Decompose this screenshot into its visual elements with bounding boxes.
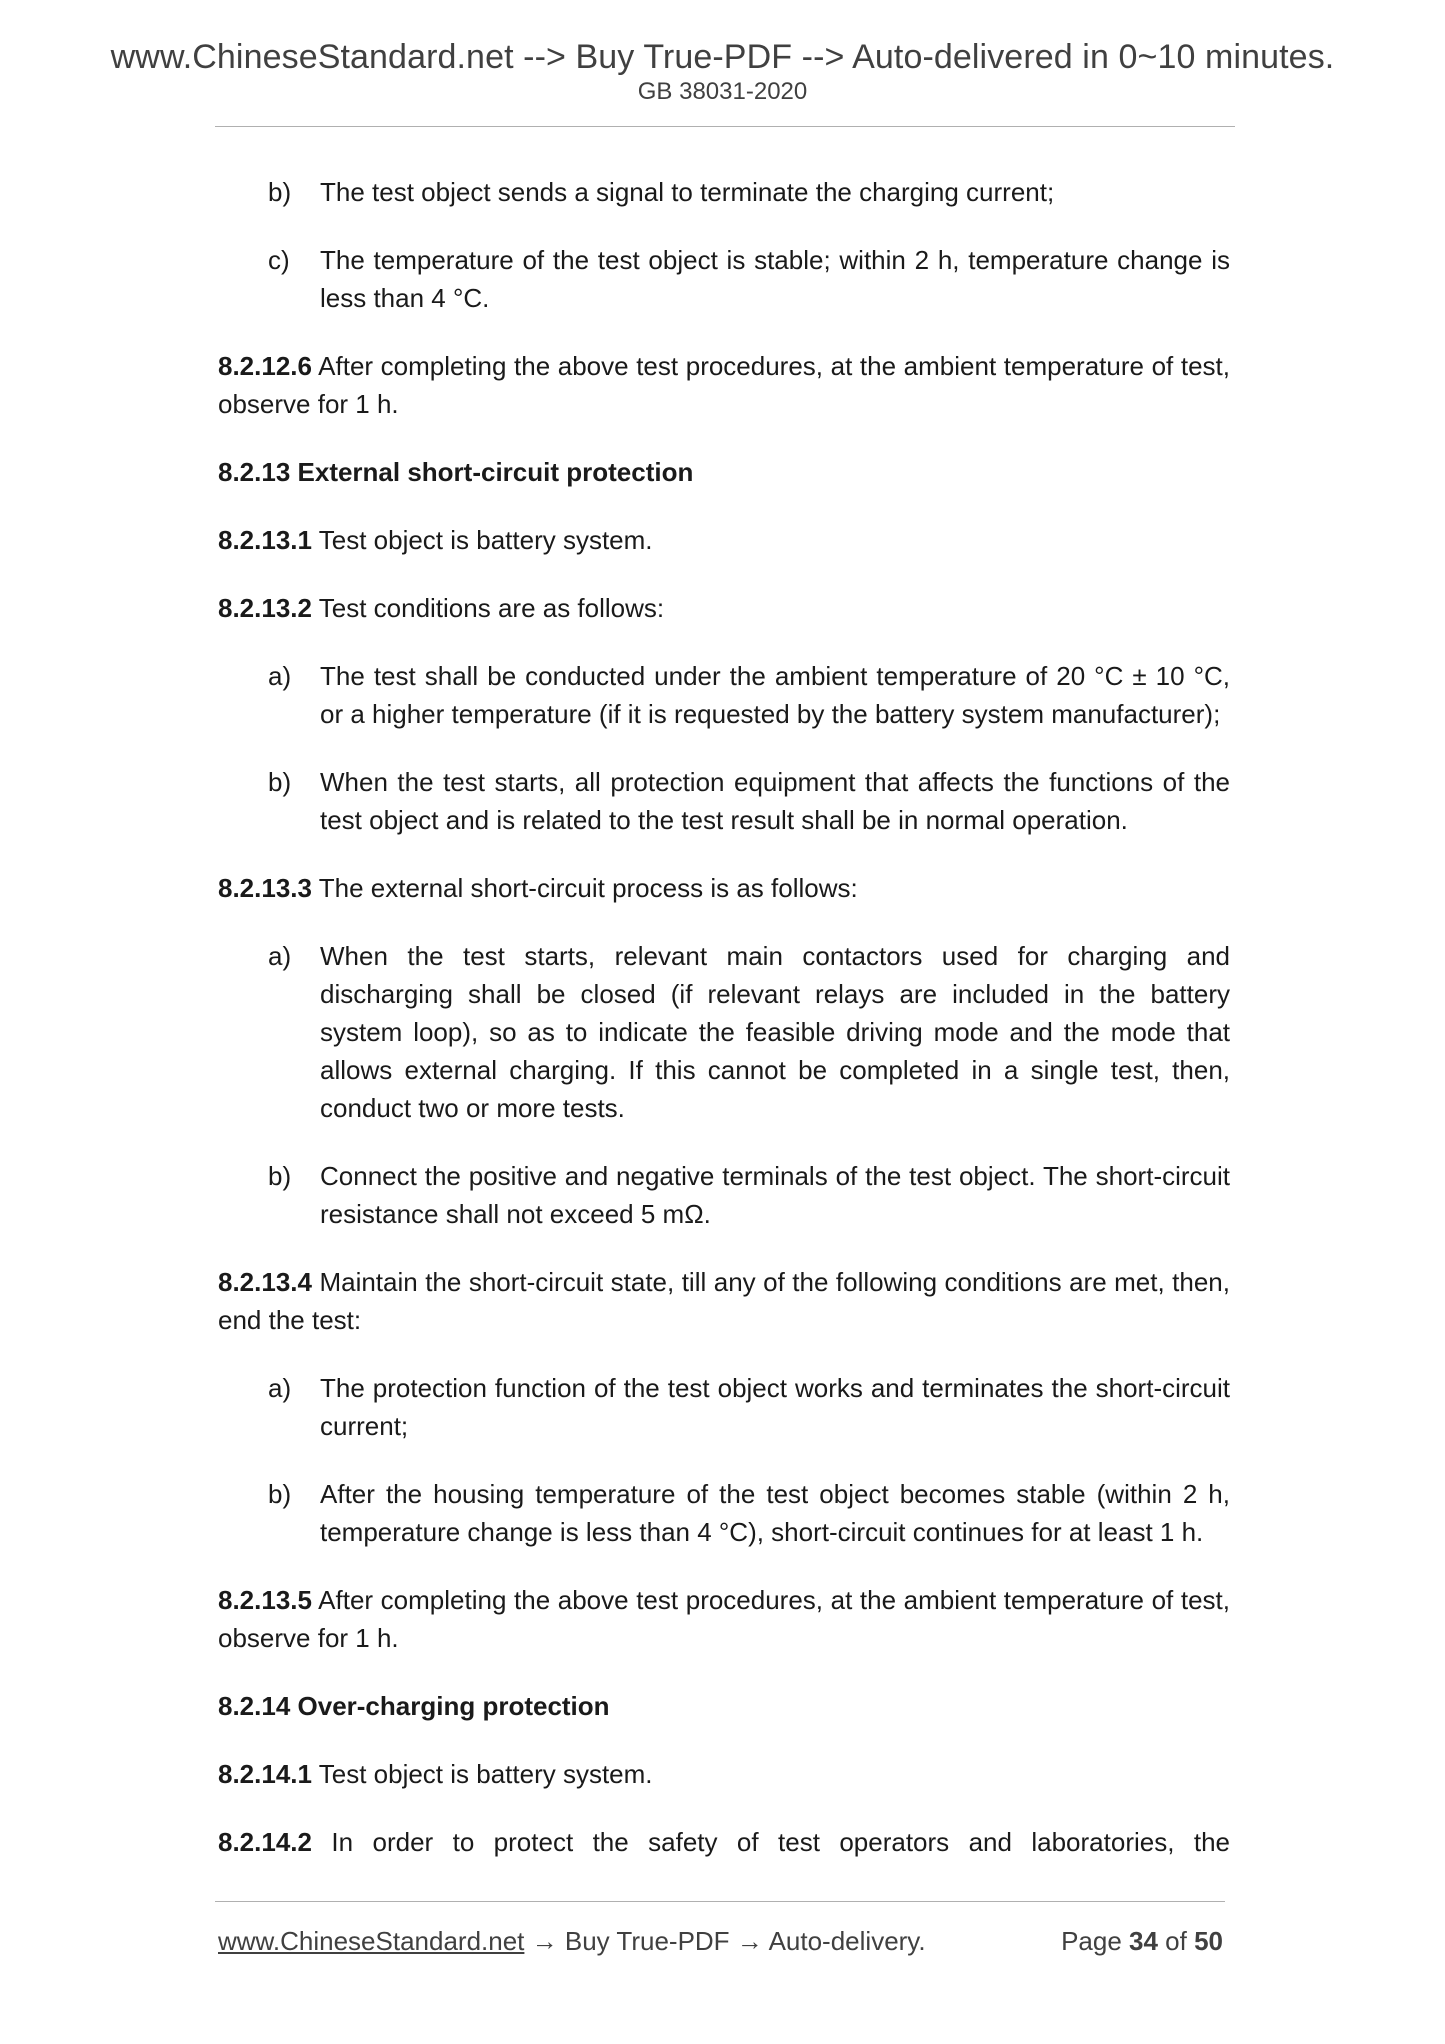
standard-number: GB 38031-2020 bbox=[637, 78, 808, 105]
list-marker: b) bbox=[268, 177, 292, 207]
clause-number: 8.2.13.1 bbox=[218, 525, 312, 555]
clause-number: 8.2.13.5 bbox=[218, 1585, 312, 1615]
list-item-a bbox=[268, 1369, 1230, 1445]
list-item-c bbox=[268, 241, 1230, 317]
header-divider bbox=[215, 126, 1235, 127]
footer-tagline: → Buy True-PDF → Auto-delivery. bbox=[524, 1926, 926, 1956]
clause-text: Test object is battery system. bbox=[311, 525, 653, 555]
list-item-b bbox=[268, 763, 1230, 839]
list-marker: b) bbox=[268, 1161, 292, 1191]
list-item-text: When the test starts, relevant main contactors used for charging and discharging shall be closed (if relevant relays are included in the battery system loop), so as to indicate the feasible driving mode and the mode that allows external charging. If this cannot be completed in a single test, then, conduct two or more tests. bbox=[320, 941, 1230, 1123]
clause-number: 8.2.13.3 bbox=[218, 873, 312, 903]
list-item-text: The temperature of the test object is stable; within 2 h, temperature change is less than 4 °C. bbox=[320, 245, 1230, 313]
list-item-text: After the housing temperature of the test object becomes stable (within 2 h, temperature change is less than 4 °C), short-circuit continues for at least 1 h. bbox=[320, 1479, 1230, 1547]
list-item-text: The test shall be conducted under the ambient temperature of 20 °C ± 10 °C, or a higher temperature (if it is requested by the battery system manufacturer); bbox=[320, 661, 1230, 729]
clause-number: 8.2.14.2 bbox=[218, 1827, 312, 1857]
list-marker: a) bbox=[268, 941, 292, 971]
clause-8-2-14-2 bbox=[218, 1823, 1230, 1861]
list-item-text: The test object sends a signal to terminate the charging current; bbox=[320, 177, 1055, 207]
clause-8-2-13-1 bbox=[218, 521, 1230, 559]
section-heading-8-2-14: 8.2.14 Over-charging protection bbox=[218, 1691, 610, 1721]
section-heading-8-2-13: 8.2.13 External short-circuit protection bbox=[218, 457, 694, 487]
clause-8-2-13-3 bbox=[218, 869, 1230, 907]
clause-text: In order to protect the safety of test operators and laboratories, the bbox=[311, 1827, 1230, 1857]
list-marker: a) bbox=[268, 1373, 292, 1403]
clause-8-2-13-4 bbox=[218, 1263, 1230, 1339]
clause-text: After completing the above test procedures, at the ambient temperature of test, observe for 1 h. bbox=[218, 1585, 1230, 1653]
clause-text: Test conditions are as follows: bbox=[311, 593, 665, 623]
list-item-text: Connect the positive and negative terminals of the test object. The short-circuit resistance shall not exceed 5 mΩ. bbox=[320, 1161, 1230, 1229]
page-label: Page bbox=[1061, 1926, 1130, 1956]
page-footer bbox=[218, 1922, 1223, 1960]
page-total: 50 bbox=[1194, 1926, 1223, 1956]
footer-site-link[interactable]: www.ChineseStandard.net bbox=[218, 1926, 525, 1956]
clause-text: Test object is battery system. bbox=[311, 1759, 653, 1789]
page-number: 34 bbox=[1129, 1926, 1158, 1956]
page-indicator bbox=[1061, 1922, 1223, 1960]
clause-8-2-14-1 bbox=[218, 1755, 1230, 1793]
list-marker: b) bbox=[268, 1479, 292, 1509]
list-item-a bbox=[268, 657, 1230, 733]
list-item-b bbox=[268, 1475, 1230, 1551]
list-marker: a) bbox=[268, 661, 292, 691]
list-item-text: The protection function of the test object works and terminates the short-circuit current; bbox=[320, 1373, 1230, 1441]
list-item-b bbox=[268, 173, 1230, 211]
clause-number: 8.2.13.4 bbox=[218, 1267, 312, 1297]
clause-text: After completing the above test procedures, at the ambient temperature of test, observe for 1 h. bbox=[218, 351, 1230, 419]
clause-8-2-13-5 bbox=[218, 1581, 1230, 1657]
clause-number: 8.2.12.6 bbox=[218, 351, 312, 381]
list-item-a bbox=[268, 937, 1230, 1127]
clause-text: The external short-circuit process is as follows: bbox=[311, 873, 858, 903]
list-marker: c) bbox=[268, 245, 290, 275]
list-marker: b) bbox=[268, 767, 292, 797]
page-of-label: of bbox=[1157, 1926, 1195, 1956]
list-item-b bbox=[268, 1157, 1230, 1233]
header-banner: www.ChineseStandard.net --> Buy True-PDF --> Auto-delivered in 0~10 minutes. bbox=[110, 38, 1335, 76]
list-item-text: When the test starts, all protection equipment that affects the functions of the test object and is related to the test result shall be in normal operation. bbox=[320, 767, 1230, 835]
footer-divider bbox=[215, 1901, 1225, 1902]
clause-8-2-12-6 bbox=[218, 347, 1230, 423]
clause-text: Maintain the short-circuit state, till any of the following conditions are met, then, end the test: bbox=[218, 1267, 1230, 1335]
clause-8-2-13-2 bbox=[218, 589, 1230, 627]
clause-number: 8.2.14.1 bbox=[218, 1759, 312, 1789]
clause-number: 8.2.13.2 bbox=[218, 593, 312, 623]
